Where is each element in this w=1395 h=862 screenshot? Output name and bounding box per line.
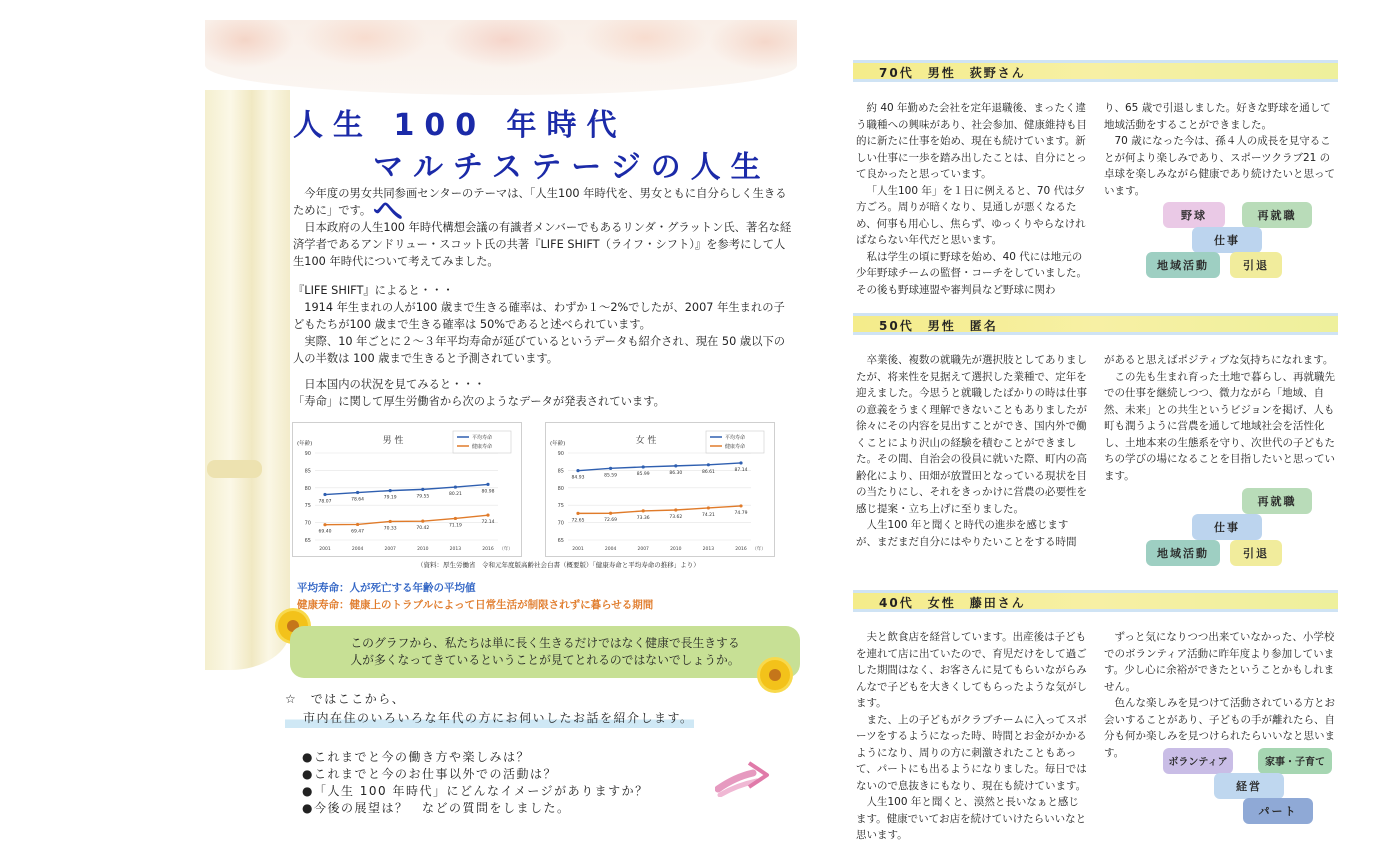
body-paragraph: り、65 歳で引退しました。好きな野球を通して地域活動をすることができました。 — [1104, 102, 1331, 131]
data-point — [486, 483, 489, 486]
x-tick-label: 2013 — [702, 547, 715, 552]
interview-intro-line: 市内在住のいろいろな年代の方にお伺いしたお話を紹介します。 — [285, 709, 694, 728]
series-line — [325, 484, 488, 494]
data-label: 85.59 — [604, 473, 618, 479]
data-point — [389, 520, 392, 523]
keyword-tag: 引退 — [1230, 540, 1282, 566]
keyword-tag: 再就職 — [1242, 202, 1312, 228]
data-point — [323, 523, 326, 526]
interview-section-50s — [853, 313, 1338, 335]
y-tick-label: 75 — [557, 503, 564, 510]
lifeshift-paragraph: 実際、10 年ごとに２～３年平均寿命が延びているというデータも紹介され、現在 50 歳以下の人の半数は 100 歳まで生きると予測されています。 — [293, 335, 786, 365]
data-label: 73.36 — [636, 515, 650, 521]
y-tick-label: 70 — [557, 520, 564, 527]
domestic-paragraph: 「寿命」に関して厚生労働省から次のようなデータが発表されています。 — [293, 395, 665, 408]
data-label: 74.79 — [734, 510, 748, 516]
keyword-tag: 再就職 — [1242, 488, 1312, 514]
data-label: 70.33 — [383, 526, 397, 532]
section-heading: 70代 男性 荻野さん — [879, 66, 1026, 80]
keyword-tag: 仕事 — [1192, 227, 1262, 253]
data-point — [707, 506, 710, 509]
data-point — [642, 509, 645, 512]
body-paragraph: 夫と飲食店を経営しています。出産後は子どもを連れて店に出ていたので、育児だけをして過ごした期間はなく、お客さんに見てもらいながらみんなで子どもを大きくしてもらったような気がします。 — [856, 631, 1087, 709]
section2-column2 — [1104, 352, 1338, 484]
data-label: 78.07 — [318, 499, 332, 505]
data-point — [576, 512, 579, 515]
curtain-tie-decoration — [207, 460, 262, 478]
body-paragraph: ずっと気になりつつ出来ていなかった、小学校でのボランティア活動に昨年度より参加しています。少し心に余裕ができたということかもしれません。 — [1104, 631, 1335, 693]
interview-section-40s — [853, 590, 1338, 612]
body-paragraph: 70 歳になった今は、孫４人の成長を見守ることが何より楽しみであり、スポーツクラブ21 の卓球を楽しみながら健康であり続けたいと思っています。 — [1104, 135, 1335, 197]
section-heading-band — [853, 313, 1338, 335]
page-title-line2: マルチステージの人生へ — [373, 150, 771, 229]
body-paragraph: 「人生100 年」を１日に例えると、70 代は夕方ごろ。周りが暗くなり、見通しが悪くなるため、何事も用心し、焦らず、ゆっくりやらなければならない年代だと思います。 — [856, 184, 1086, 246]
data-label: 69.47 — [351, 529, 365, 535]
healthy-life-definition: 健康寿命：健康上のトラブルによって日常生活が制限されずに暮らせる期間 — [297, 599, 654, 611]
data-label: 72.14 — [481, 520, 495, 526]
keyword-tag: 地域活動 — [1146, 540, 1220, 566]
domestic-section — [293, 376, 793, 410]
data-point — [739, 461, 742, 464]
intro-paragraph: 日本政府の人生100 年時代構想会議の有識者メンバーでもあるリンダ・グラットン氏、著名な経済学者であるアンドリュー・スコット氏の共著『LIFE SHIFT（ライフ・シフト）』を参考にして人生100 年時代について考えてみました。 — [293, 221, 792, 268]
x-tick-label: 2007 — [384, 547, 396, 552]
series-line — [578, 463, 741, 471]
data-label: 69.40 — [318, 529, 332, 535]
chart-title: 女 性 — [635, 436, 657, 446]
y-tick-label: 80 — [304, 485, 311, 492]
interview-intro — [285, 690, 805, 728]
body-paragraph: 約 40 年勤めた会社を定年退職後、まったく違う職種への興味があり、社会参加、健康維持も目的に新たに仕事を始め、現在も続けています。新しい仕事に一歩を踏み出したことは、自分にとって良かったと思っています。 — [856, 102, 1087, 180]
x-tick-label: 2010 — [417, 547, 429, 552]
section-heading: 40代 女性 藤田さん — [879, 596, 1026, 610]
data-point — [389, 489, 392, 492]
section-heading: 50代 男性 匿名 — [879, 319, 998, 333]
data-point — [421, 520, 424, 523]
lifeshift-heading: 『LIFE SHIFT』によると・・・ — [293, 284, 454, 297]
chart-y-label: (年齢) — [297, 441, 313, 447]
section2-column1 — [856, 352, 1088, 550]
question-item: ●これまでと今の働き方や楽しみは？ — [302, 750, 530, 764]
left-page — [205, 20, 805, 862]
intro-paragraph: 今年度の男女共同参画センターのテーマは、「人生100 年時代を、男女ともに自分らしく生きるために」です。 — [293, 187, 787, 217]
male-life-expectancy-chart — [292, 422, 522, 557]
interview-intro-line: ☆ ではここから、 — [285, 692, 406, 706]
body-paragraph: 色んな楽しみを見つけて活動されている方とお会いすることがあり、子どもの手が離れたら、自分も何か楽しみを見つけられたらいいなと思います。 — [1104, 697, 1335, 759]
y-tick-label: 75 — [304, 503, 311, 510]
y-tick-label: 90 — [557, 451, 564, 457]
data-label: 80.98 — [481, 489, 495, 495]
data-label: 70.42 — [416, 526, 430, 532]
x-tick-label: 2004 — [351, 547, 364, 552]
y-tick-label: 90 — [304, 451, 311, 457]
x-tick-label: 2010 — [670, 547, 682, 552]
data-label: 87.14 — [734, 467, 748, 473]
summary-line: 人が多くなってきているということが見てとれるのではないでしょうか。 — [350, 653, 740, 667]
x-tick-label: 2001 — [319, 547, 331, 552]
data-point — [674, 464, 677, 467]
data-label: 79.19 — [383, 495, 397, 501]
data-point — [576, 469, 579, 472]
y-tick-label: 70 — [304, 520, 311, 527]
data-point — [486, 514, 489, 517]
keyword-tag: 地域活動 — [1146, 252, 1220, 278]
body-paragraph: この先も生まれ育った土地で暮らし、再就職先での仕事を継続しつつ、微力ながら「地域、自然、未来」との共生というビジョンを掲げ、人も町も潤うように営農を通して地域社会を活性化し、土地本来の生態系を守り、次世代の子どもたちの学びの場になることを目指したいと思っています。 — [1104, 370, 1335, 482]
chart-y-label: (年齢) — [550, 441, 566, 447]
question-item: ●今後の展望は？ などの質問をしました。 — [302, 801, 571, 815]
lifeshift-section — [293, 282, 793, 367]
question-list — [302, 749, 722, 817]
x-tick-label: 2004 — [604, 547, 617, 552]
intro-text — [293, 185, 793, 270]
section-heading-band — [853, 60, 1338, 82]
data-point — [642, 465, 645, 468]
x-tick-label: 2007 — [637, 547, 649, 552]
section-heading-band — [853, 590, 1338, 612]
page-title-line1: 人生 100 年時代 — [293, 108, 627, 143]
y-tick-label: 85 — [304, 468, 311, 475]
curtain-valance-decoration — [205, 20, 797, 95]
data-point — [609, 512, 612, 515]
section3-column2 — [1104, 629, 1338, 761]
x-tick-label: 2001 — [572, 547, 584, 552]
legend-label: 平均寿命 — [725, 435, 746, 441]
body-paragraph: 卒業後、複数の就職先が選択肢としてありましたが、将来性を見据えて選択した業種で、定年を迎えました。今思うと就職したばかりの時は仕事の意義をうまく理解できないこともありましたが徐々にその内容を見出すことができ、国内外で働くことにより沢山の経験を積むことができました。その間、自治会の役員に就いた際、町内の高齢化により、田畑が放置田となっている現状を目の当たりにし、それをきっかけに営農の必要性を感じ提案・立ち上げに至りました。 — [856, 354, 1087, 515]
question-item: ●「人生 100 年時代」にどんなイメージがありますか？ — [302, 784, 649, 798]
keyword-tag: パート — [1243, 798, 1313, 824]
series-line — [578, 506, 741, 513]
body-paragraph: 私は学生の頃に野球を始め、40 代には地元の少年野球チームの監督・コーチをしていました。その後も野球連盟や審判員など野球に関わ — [856, 250, 1087, 296]
sunflower-icon — [760, 660, 790, 690]
male-chart-svg — [293, 423, 523, 558]
data-point — [454, 485, 457, 488]
keyword-tag: 家事・子育て — [1258, 748, 1332, 774]
y-tick-label: 65 — [304, 538, 311, 544]
data-point — [421, 488, 424, 491]
x-tick-label: 2016 — [735, 547, 747, 552]
y-tick-label: 65 — [557, 538, 564, 544]
average-life-definition: 平均寿命：人が死亡する年齢の平均値 — [297, 582, 476, 594]
interview-section-70s — [853, 60, 1338, 82]
x-tick-label: 2016 — [482, 547, 494, 552]
data-label: 85.99 — [636, 471, 650, 477]
summary-bubble — [290, 626, 800, 678]
data-label: 71.19 — [448, 523, 462, 529]
chart-title: 男 性 — [382, 436, 404, 446]
lifeshift-paragraph: 1914 年生まれの人が100 歳まで生きる確率は、わずか１～2%でしたが、2007 年生まれの子どもたちが100 歳まで生きる確率は 50%であると述べられています。 — [293, 301, 785, 331]
keyword-tag: 仕事 — [1192, 514, 1262, 540]
body-paragraph: 人生100 年と聞くと、漠然と長いなぁと感じます。健康でいてお店を続けていけたらいいなと思います。 — [856, 796, 1087, 841]
section3-column1 — [856, 629, 1088, 844]
x-axis-unit: （年） — [499, 547, 513, 552]
y-tick-label: 85 — [557, 468, 564, 475]
keyword-tag: 野球 — [1163, 202, 1225, 228]
domestic-heading: 日本国内の状況を見てみると・・・ — [304, 378, 486, 391]
data-point — [356, 491, 359, 494]
data-point — [609, 467, 612, 470]
section1-column1 — [856, 100, 1088, 298]
keyword-tag: 引退 — [1230, 252, 1282, 278]
data-label: 86.61 — [701, 469, 715, 475]
data-point — [323, 493, 326, 496]
data-point — [707, 463, 710, 466]
data-label: 74.21 — [701, 512, 715, 518]
section1-column2 — [1104, 100, 1338, 199]
body-paragraph: 人生100 年と聞くと時代の進歩を感じますが、まだまだ自分にはやりたいことをする時間 — [856, 519, 1077, 548]
data-point — [674, 508, 677, 511]
chart-source-note: （資料：厚生労働省 令和元年度版高齢社会白書（概要版）「健康寿命と平均寿命の推移」より） — [417, 561, 700, 569]
body-paragraph: があると思えばポジティブな気持ちになれます。 — [1104, 354, 1334, 366]
data-point — [454, 517, 457, 520]
question-item: ●これまでと今のお仕事以外での活動は？ — [302, 767, 557, 781]
data-label: 86.30 — [669, 470, 683, 476]
data-label: 72.69 — [604, 518, 618, 524]
keyword-tag: 経営 — [1214, 773, 1284, 799]
data-label: 84.93 — [571, 475, 585, 481]
data-label: 72.65 — [571, 518, 585, 524]
data-label: 78.64 — [351, 497, 365, 503]
curtain-drape-decoration — [205, 90, 290, 670]
x-axis-unit: （年） — [752, 547, 766, 552]
body-paragraph: また、上の子どもがクラブチームに入ってスポーツをするようになった時、時間とお金がかかるようになり、周りの方に刺激されたこともあって、パートにも出るようになりました。毎日ではないので息抜きにもなり、現在も続けています。 — [856, 713, 1087, 792]
summary-line: このグラフから、私たちは単に長く生きるだけではなく健康で長生きする — [350, 636, 740, 650]
arrow-icon — [715, 755, 770, 797]
x-tick-label: 2013 — [449, 547, 462, 552]
data-point — [356, 523, 359, 526]
legend-label: 健康寿命 — [725, 444, 746, 450]
legend-label: 健康寿命 — [472, 444, 493, 450]
data-label: 73.62 — [669, 515, 683, 521]
legend-label: 平均寿命 — [472, 435, 493, 441]
female-life-expectancy-chart — [545, 422, 775, 557]
data-point — [739, 504, 742, 507]
y-tick-label: 80 — [557, 485, 564, 492]
female-chart-svg — [546, 423, 776, 558]
series-line — [325, 515, 488, 525]
data-label: 79.55 — [416, 494, 430, 500]
data-label: 80.21 — [448, 492, 462, 498]
keyword-tag: ボランティア — [1163, 748, 1233, 774]
